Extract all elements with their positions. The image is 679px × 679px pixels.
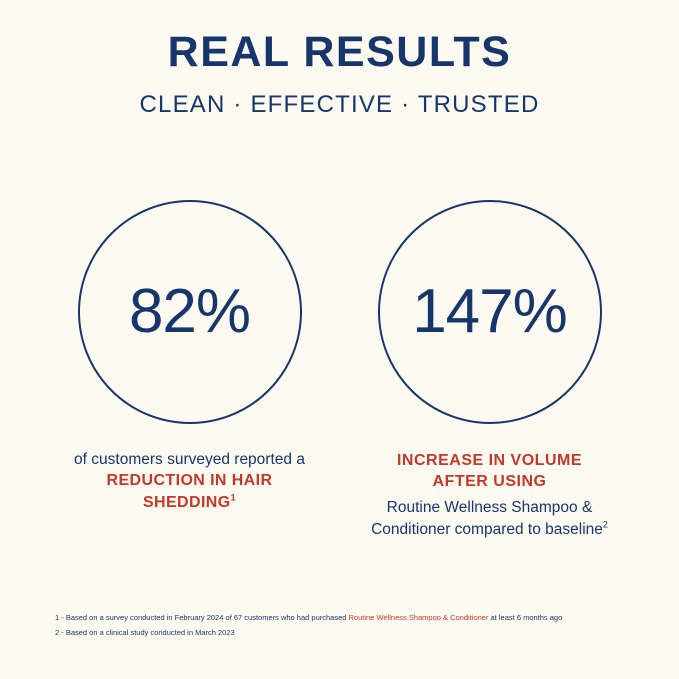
stats-row	[0, 200, 679, 540]
footnote-marker-1: 1	[230, 492, 237, 503]
stat-caption-line2-shedding: REDUCTION IN HAIR	[106, 472, 273, 490]
stat-caption-shedding	[74, 450, 305, 513]
stat-caption-line3-volume: Routine Wellness Shampoo &	[386, 499, 593, 517]
footnote-marker-2: 2	[602, 519, 608, 530]
stat-caption-line3-text-shedding: SHEDDING	[142, 493, 231, 511]
page-title: REAL RESULTS	[167, 28, 512, 76]
stat-caption-line2-volume: AFTER USING	[432, 473, 547, 491]
stat-block-volume	[340, 200, 640, 540]
footnote-2-prefix: 2 - Based on a clinical study conducted in March 2023	[55, 628, 235, 638]
stat-circle-volume	[378, 200, 602, 424]
footnote-1	[55, 610, 562, 626]
stat-caption-line4-volume	[371, 519, 608, 540]
footnote-1-suffix: at least 6 months ago	[488, 612, 563, 622]
stat-value-shedding: 82%	[128, 277, 251, 346]
stat-caption-line1-volume: INCREASE IN VOLUME	[396, 452, 582, 469]
stat-block-shedding	[40, 200, 340, 540]
footnote-1-prefix: 1 - Based on a survey conducted in February 2024 of 67 customers who had purchased	[55, 612, 349, 622]
header	[0, 0, 679, 119]
footnote-2	[55, 625, 562, 641]
stat-value-volume: 147%	[412, 277, 567, 346]
stat-caption-line4-text-volume: Conditioner compared to baseline	[371, 520, 603, 538]
stat-caption-line3-shedding	[74, 492, 305, 513]
footnote-1-highlight: Routine Wellness Shampoo & Conditioner	[348, 612, 489, 622]
page-subtitle: CLEAN · EFFECTIVE · TRUSTED	[139, 91, 540, 119]
stat-caption-volume	[371, 450, 608, 540]
stat-circle-shedding	[78, 200, 302, 424]
stat-caption-line1-shedding: of customers surveyed reported a	[74, 451, 305, 468]
footnotes	[55, 610, 562, 642]
